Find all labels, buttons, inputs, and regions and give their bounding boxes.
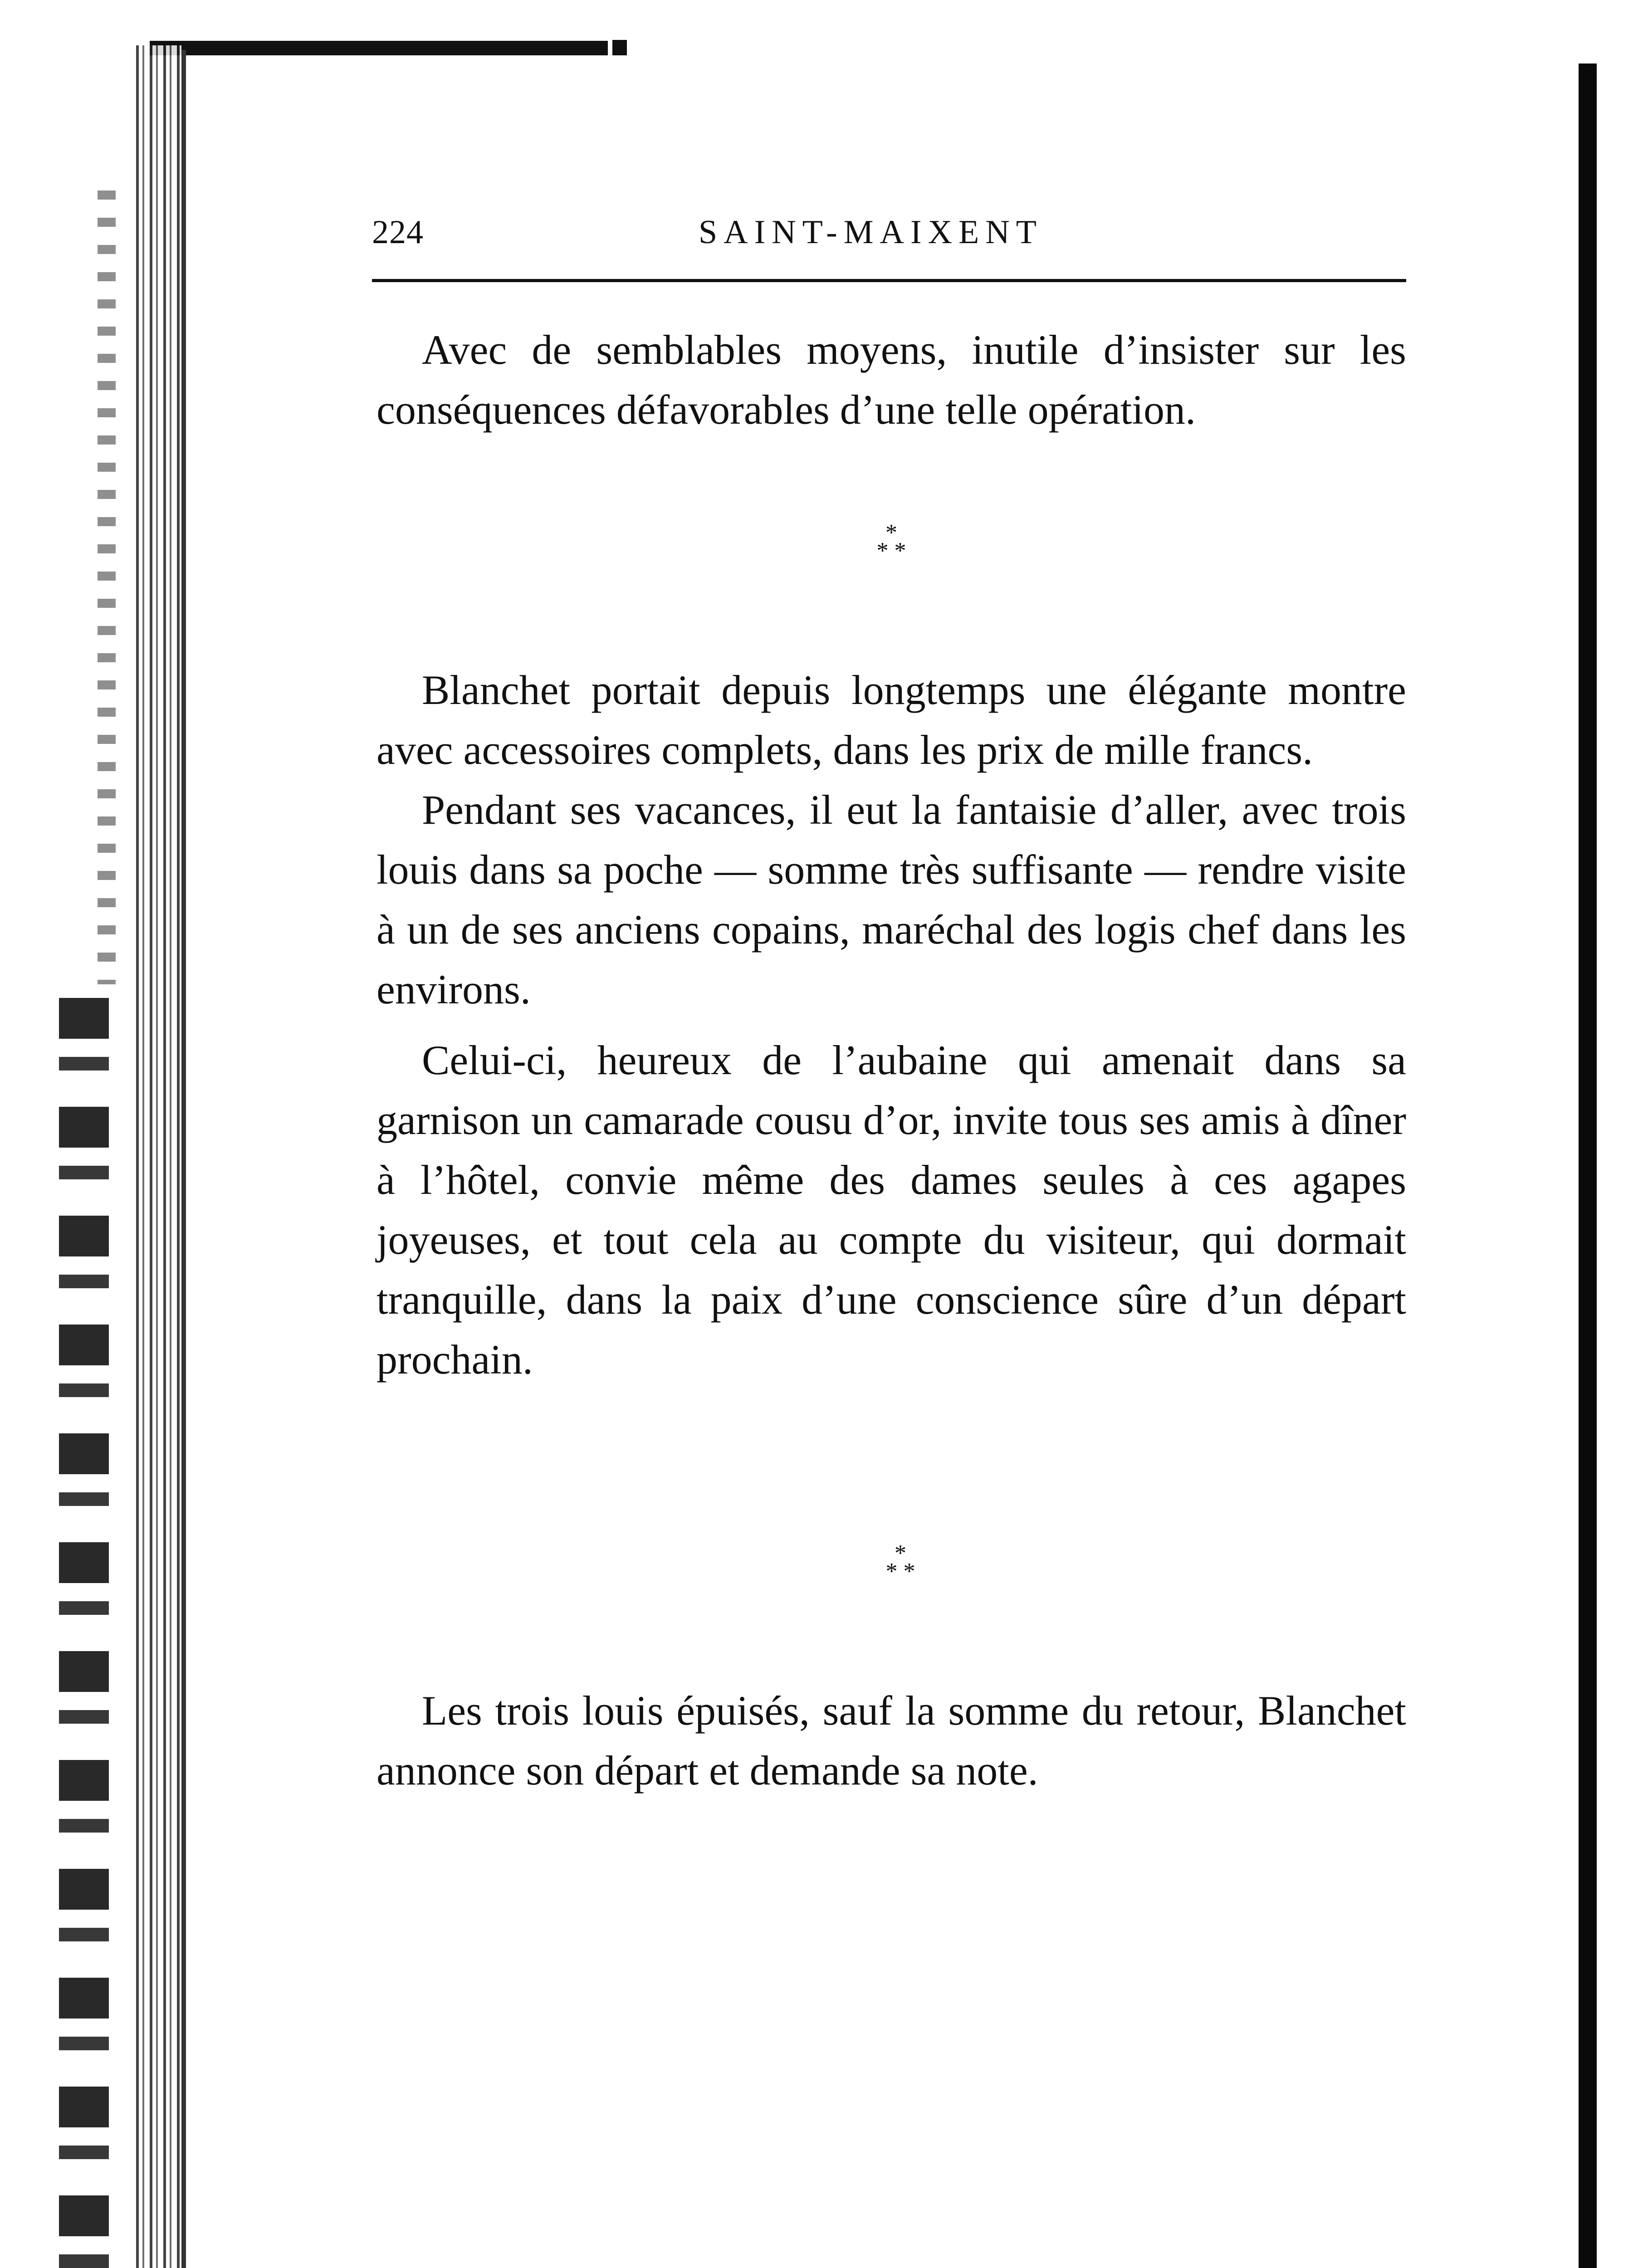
asterism-top: * xyxy=(895,1540,906,1566)
asterism-1 xyxy=(864,520,919,569)
page-header xyxy=(372,213,1406,254)
scan-binding-line xyxy=(181,50,186,2268)
scan-left-marks xyxy=(59,998,109,2268)
page-number: 224 xyxy=(372,214,424,251)
section-3 xyxy=(376,1681,1406,1800)
running-head: SAINT-MAIXENT xyxy=(699,214,1043,251)
paragraph: Pendant ses vacances, il eut la fantaisie d’aller, avec trois louis dans sa poche — somme très suffisante — rendre visite à un de ses anciens copains, maréchal des logis chef dans les environs. xyxy=(376,787,1406,1012)
scan-left-marks-upper xyxy=(98,191,116,984)
asterism-top: * xyxy=(885,520,897,546)
scan-top-bar xyxy=(150,41,608,55)
scan-binding-edge xyxy=(136,45,181,2268)
paragraph: Les trois louis épuisés, sauf la somme du retour, Blanchet annonce son départ et demande sa note. xyxy=(376,1687,1406,1794)
paragraph: Celui-ci, heureux de l’aubaine qui amenait dans sa garnison un camarade cousu d’or, invite tous ses amis à dîner à l’hôtel, convie même des dames seules à ces agapes joyeuses, et tout cela au compte du visiteur, qui dormait tranquille, dans la paix d’une conscience sûre d’un départ prochain. xyxy=(376,1037,1406,1383)
asterism-bottom: * * xyxy=(885,1559,915,1584)
paragraph: Avec de semblables moyens, inutile d’insister sur les conséquences défavorables d’une telle opération. xyxy=(376,327,1406,433)
scan-right-edge xyxy=(1579,64,1597,2268)
section-1 xyxy=(376,320,1406,440)
asterism-2 xyxy=(873,1540,928,1590)
section-2 xyxy=(376,660,1406,1389)
paragraph: Blanchet portait depuis longtemps une élégante montre avec accessoires complets, dans les prix de mille francs. xyxy=(376,667,1406,773)
header-rule xyxy=(372,279,1406,282)
scan-top-mark xyxy=(612,40,627,55)
asterism-bottom: * * xyxy=(876,538,906,564)
